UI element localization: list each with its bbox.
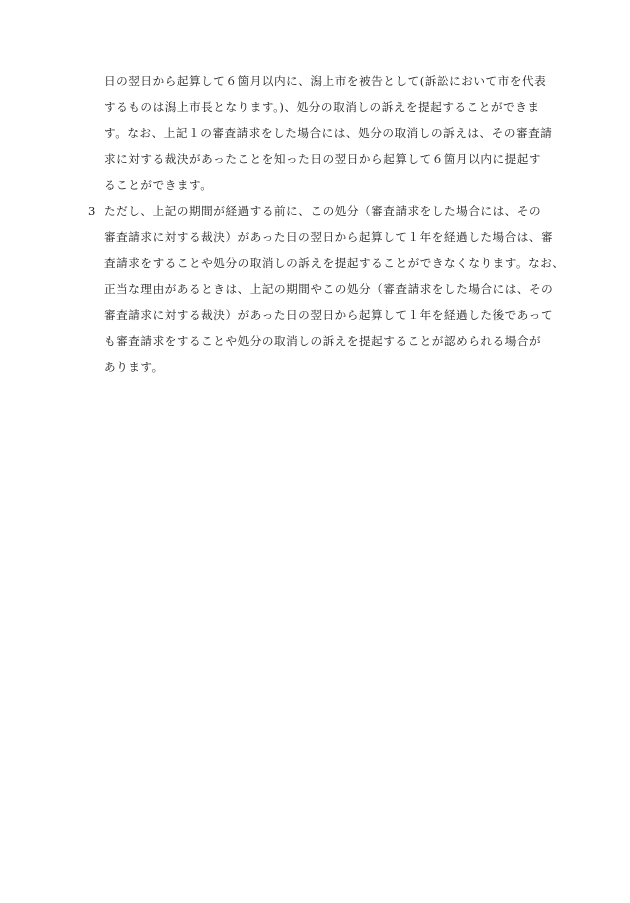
text-line: するものは潟上市長となります。)、処分の取消しの訴えを提起することができま — [104, 100, 540, 114]
text-line: す。なお、上記１の審査請求をした場合には、処分の取消しの訴えは、その審査請 — [104, 126, 553, 140]
text-line: 審査請求に対する裁決）があった日の翌日から起算して１年を経過した後であって — [104, 308, 554, 322]
text-line: あります。 — [104, 360, 164, 374]
paragraph-continued — [88, 68, 558, 198]
text-line: 日の翌日から起算して６箇月以内に、潟上市を被告として(訴訟において市を代表 — [104, 74, 547, 88]
paragraph-3 — [88, 198, 565, 380]
text-line: 正当な理由があるときは、上記の期間やこの処分（審査請求をした場合には、その — [104, 282, 554, 296]
text-line: 求に対する裁決があったことを知った日の翌日から起算して６箇月以内に提起す — [104, 152, 542, 166]
paragraph-number: 3 — [88, 204, 96, 218]
text-line: 審査請求に対する裁決）があった日の翌日から起算して１年を経過した場合は、審 — [104, 230, 554, 244]
text-line: ただし、上記の期間が経過する前に、この処分（審査請求をした場合には、その — [104, 204, 542, 218]
text-line: 査請求をすることや処分の取消しの訴えを提起することができなくなります。なお、 — [104, 256, 565, 270]
text-line: ることができます。 — [104, 178, 213, 192]
text-line: も審査請求をすることや処分の取消しの訴えを提起することが認められる場合が — [104, 334, 542, 348]
